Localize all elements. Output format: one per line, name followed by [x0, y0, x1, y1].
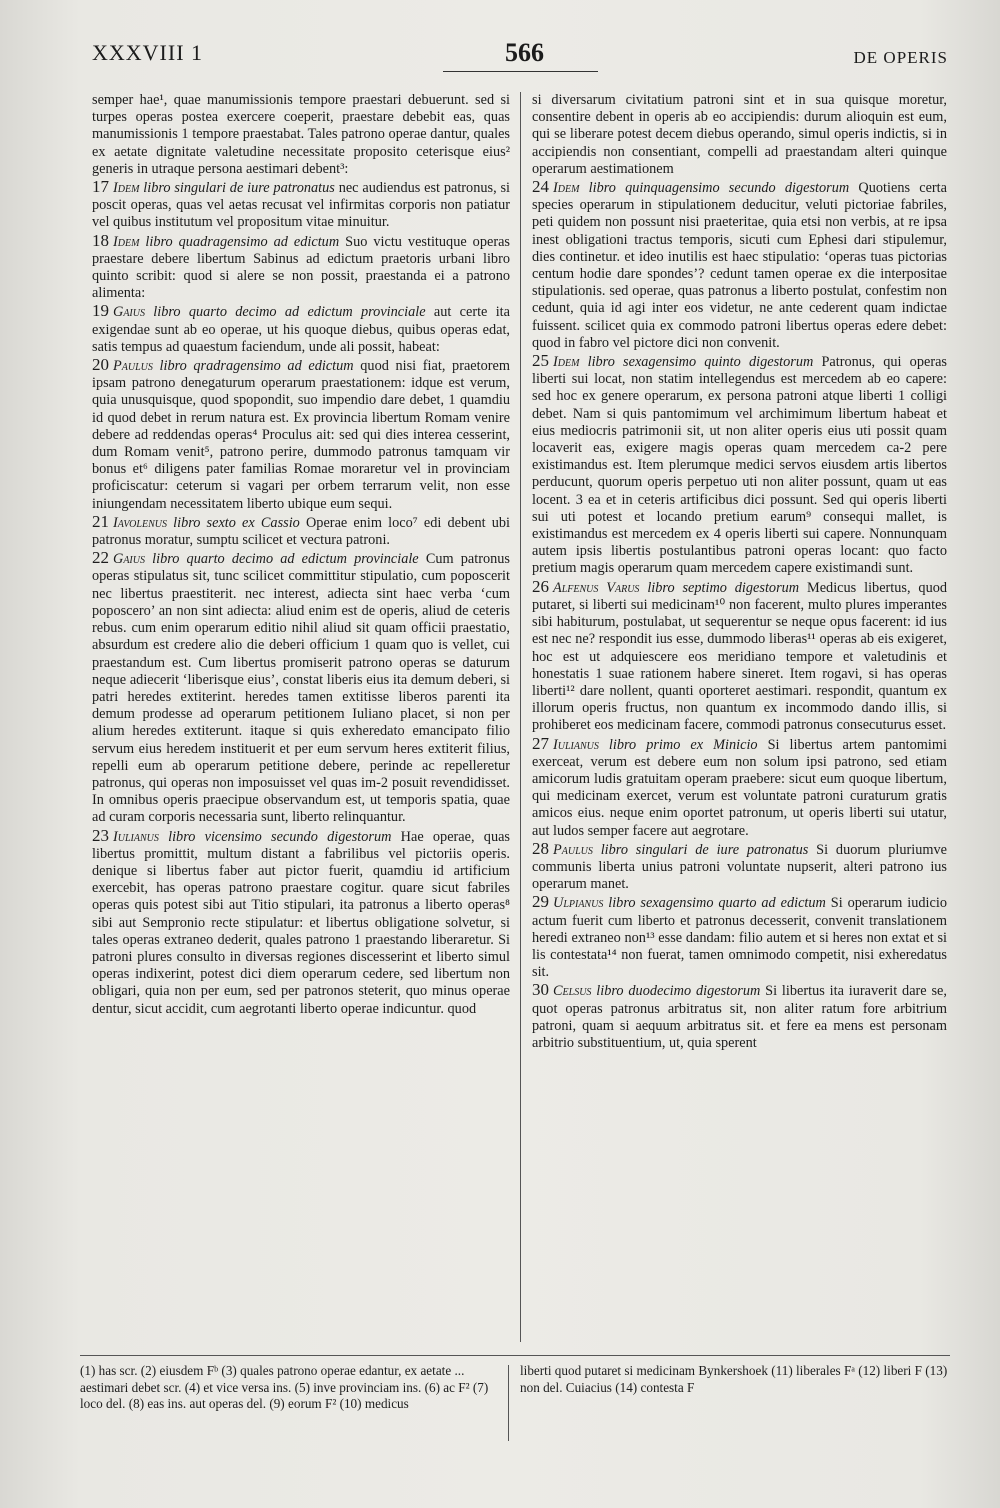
section-author: Idem: [553, 180, 580, 197]
section-number: 30: [532, 980, 549, 1000]
paragraph-text: Si operarum iudicio actum fuerit cum liberto et patronus decesserit, convenit translationem heredi extraneo non¹³ esse dandam: filio autem et si heres non extat et si lis contestata¹⁴ non fuerat, tamen omnimodo competit, nisi exheredatus sit.: [532, 895, 947, 981]
section-work: libro septimo digestorum: [647, 579, 800, 596]
paragraph-text: Operae enim loco⁷ edi debent ubi patronus moratur, sumptu scilicet et vectura patroni.: [92, 514, 511, 549]
paragraph-text: quod nisi fiat, praetorem ipsam patrono denegaturum operarum praestationem: idque est verum, quia unusquisque, quod spopondit, suo impendio dare debet, 1 quamdiu id quod debet in rerum natura est. Ex provincia libertum Romam venire debere ad reddendas operas⁴ Proculus ait: sed qui dies interea cesserint, dum Romam venit⁵, patrono perire, dummodo patronus tamquam vir bonus et⁶ diligens pater familias Romae moraretur vel in provinciam proficiscatur: ceterum si vagari per orbem terrarum velit, non esse iniungendam necessitatem liberto ubique eum sequi.: [92, 358, 510, 512]
header-title: DE OPERIS: [853, 48, 948, 67]
paragraph-text: Quotiens certa species operarum in stipulationem deducitur, veluti pictoriae fabriles, peti quidem non possunt nisi praeteritae, quia etsi non verbis, at re ipsa inest obligationi tractus temporis, sicuti cum Ephesi dari stipulemur, dies continetur. et ideo inutilis est haec stipulatio: ‘operas tuas pictorias centum hodie dare spondes’? cedunt tamen operae ex die interpositae stipulationis. sed operae, quas patronus a liberto postulat, confestim non cedunt, quia id agi inter eos videtur, ne ante cederent quam indictae fuissent. scilicet quia ex commodo patroni libertus operas edere debet: quod in fabro vel pictore dici non convenit.: [532, 180, 947, 351]
section-number: 23: [92, 825, 109, 845]
section-work: libro sexagensimo quarto ad edictum: [608, 895, 826, 912]
paragraph: [92, 513, 510, 549]
section-author: Idem: [553, 354, 580, 371]
paragraph-text: Si duorum pluriumve communis liberta unius patroni voluntate nupserit, alteri patrono ius operarum manet.: [532, 841, 947, 893]
footnotes-right: liberti quod putaret si medicinam Bynkershoek (11) liberales Fᵃ (12) liberi F (13) non del. Cuiacius (14) contesta F: [520, 1363, 948, 1395]
section-work: libro quinquagensimo secundo digestorum: [588, 180, 850, 197]
section-work: libro quarto decimo ad edictum provinciale: [152, 551, 419, 568]
section-author: Iavolenus: [113, 514, 167, 531]
section-work: libro quarto decimo ad edictum provinciale: [153, 304, 426, 321]
paragraph: [532, 840, 947, 894]
section-number: 29: [532, 892, 549, 912]
section-work: libro sexagensimo quinto digestorum: [587, 354, 814, 371]
footnotes: [80, 1363, 950, 1443]
paragraph-text: si diversarum civitatium patroni sint et in sua quisque moretur, consentire debent in operis ab eo accipiendis: durum alioquin est eum, qui se liberare potest decem diebus operando, simul operis indictis, si in accipiendis non consentiant, compelli ad praestandam alteri quinque operarum aestimationem: [532, 92, 947, 177]
paragraph: [92, 302, 510, 356]
paragraph: [532, 352, 947, 578]
paragraph-text: nec audiendus est patronus, si poscit operas, quas vel aetas recusat vel infirmitas corporis non patiatur vel quibus institutum vel propositum vitae minuitur.: [92, 180, 510, 231]
paragraph: [532, 178, 947, 352]
section-number: 19: [92, 301, 109, 321]
right-column: [532, 92, 947, 1052]
section-author: Gaius: [113, 304, 145, 321]
paragraph: [532, 893, 947, 981]
paragraph: [92, 549, 510, 826]
section-author: Paulus: [553, 841, 593, 858]
section-author: Idem: [113, 233, 140, 250]
paragraph-text: Medicus libertus, quod putaret, si liberti sui medicinam¹⁰ non facerent, multo plures imperantes sibi habiturum, postulabat, ut sequerentur se neque opus facerent: id ius est nec ne? respondit ius esse, dummodo liberas¹¹ operas ab eis exigeret, hoc est ut adquiescere eos meridiano tempore et valetudinis et honestatis 1 suae rationem habere sineret. Item rogavi, si has operas liberti¹² dare nollent, quanti oporteret aestimari. respondit, quantum ex illorum operis fructus, non quantum ex incommodo dando illis, si prohiberet eos medicinam facere, commodi patronus consecuturus esset.: [532, 579, 948, 734]
paragraph-text: Cum patronus operas stipulatus sit, tunc scilicet committitur stipulatio, cum poposcerit nec libertus praestiterit. nec interest, adiecta sint haec verba ‘cum poposcero’ an non sint adiecta: aliud enim est de operis, aliud de ceteris rebus. cum enim operarum editio nihil aliud sit quam officii praestatio, absurdum est credere alio die deberi officium 1 quam quo is vellet, cui praestandum est. Cum libertus promiserit patrono operas se daturum neque adiecerit ‘liberisque eius’, constat liberis eius ita demum deberi, si patri heredes extiterint. heredes tamen extitisse liberos parenti ita demum prodesse ad operarum petitionem Iuliano placet, si non per alium heredes extiterunt. itaque si quis exheredato emancipato filio servum eius heredem instituerit et per eum servum heres extiterit filius, repelli eum ab operarum petitione debere, perinde ac repelleretur patronus, qui operas non imposuisset vel quas im-2 posuit revendidisset. In omnibus operis praecipue observandum est, ut temporis spatia, quae ad curam corporis necessaria sunt, liberto relinquantur.: [92, 551, 510, 826]
paragraph: [532, 981, 947, 1052]
section-work: libro duodecimo digestorum: [596, 983, 761, 1000]
paragraph-text: semper hae¹, quae manumissionis tempore praestari debuerunt. sed si turpes operas postea exercere coeperit, praestare debebit eas, quas manumissionis 1 tempore praestabat. Tales patrono operae dantur, quales ex aetate dignitate valetudine necessitate proposito ceterisque eius² generis in utraque persona aestimari debent³:: [92, 92, 510, 177]
section-work: libro vicensimo secundo digestorum: [168, 828, 392, 845]
section-author: Iulianus: [553, 736, 599, 753]
section-author: Gaius: [113, 551, 145, 568]
section-author: Idem: [113, 180, 140, 197]
section-work: libro sexto ex Cassio: [173, 514, 300, 531]
section-work: libro quadragensimo ad edictum: [145, 233, 340, 250]
section-work: libro singulari de iure patronatus: [143, 180, 335, 197]
paragraph-text: aut certe ita exigendae sunt ab eo operae, ut his quoque diebus, quibus operas edat, satis tempus ad quaestum faciendum, unde ali possit, habeat:: [92, 304, 510, 355]
section-number: 18: [92, 230, 109, 250]
paragraph-text: Hae operae, quas libertus promittit, multum distant a fabrilibus vel pictoriis operis. denique si libertus faber aut pictor fuerit, quamdiu id artificium exercebit, has operas patrono praestare cogitur. quare sicut fabriles operas quis potest sibi aut Titio stipulari, ita patronus a liberto operas⁸ sibi aut Sempronio recte stipulatur: et libertus obligatione solvetur, si tales operas extraneo dederit, quales patrono 1 praestando liberaretur. Si patroni plures consulto in diversas regiones discesserint et liberto simul operas indixerint, potest dici diem operarum cedere, sed libertum non obligari, quia non per eum, sed per patronos steterit, quo minus operae dentur, sicut accidit, cum aegrotanti liberto operae indicuntur. quod: [92, 828, 510, 1017]
section-number: 26: [532, 576, 549, 596]
paragraph: [92, 356, 510, 513]
section-number: 21: [92, 511, 109, 531]
section-number: 25: [532, 351, 549, 371]
paragraph: [92, 92, 510, 178]
section-number: 17: [92, 177, 109, 197]
section-work: libro singulari de iure patronatus: [600, 841, 809, 858]
footnote-divider: [508, 1365, 509, 1441]
footnote-rule: [80, 1355, 950, 1356]
section-work: libro qradragensimo ad edictum: [159, 358, 354, 375]
section-number: 20: [92, 355, 109, 375]
section-author: Paulus: [113, 358, 153, 375]
section-author: Ulpianus: [553, 895, 604, 912]
paragraph-text: Suo victu vestituque operas praestare debere libertum Sabinus ad edictum praetoris urbani libro quinto scribit: quod si alere se non possit, praestanda ei a patrono alimenta:: [92, 233, 510, 302]
footnotes-left: (1) has scr. (2) eiusdem Fᵇ (3) quales patrono operae edantur, ex aetate ... aestimari debet scr. (4) et vice versa ins. (5) inve provinciam ins. (6) ac F² (7) loco del. (8) eas ins. aut operas del. (9) eorum F² (10) medicus: [80, 1363, 489, 1411]
paragraph-text: Patronus, qui operas liberti sui locat, non statim intellegendus est mercedem ab eo capere: sed hoc ex genere operarum, ex persona patroni atque liberti 1 colligi debet. Nam si quis pantomimum vel archimimum libertum habeat et eius mediocris patrimonii sit, ut non aliter operis eius uti possit quam locaverit eas, exigere magis operas quam mercedem ca-2 pere existimandus est. Item plerumque medici servos eiusdem artis libertos perducunt, quorum operis perpetuo uti non aliter possunt, quam ut eas locent. 3 ea et in ceteris artificibus dici possunt. Sed qui operis liberti sui uti potest et locando pretium earum⁹ consequi mallet, is existimandus est mercedem ex 4 operis liberti sui capere. Nonnunquam autem ipsis libertis postulantibus patroni operas locant: quo facto pretium magis operarum quam mercedem capere existimandi sunt.: [532, 354, 947, 577]
paragraph-text: Si libertus artem pantomimi exerceat, verum est debere eum non solum ipsi patrono, sed etiam amicorum ludis gratuitam operam praebere: sicut eum quoque libertum, qui medicinam exercet, verum est voluntate patroni curaturum gratis amicos eius. neque enim oportet patronum, ut operis liberti sui utatur, aut ludos semper facere aut aegrotare.: [532, 736, 947, 839]
section-author: Celsus: [553, 983, 592, 1000]
paragraph: [532, 578, 947, 735]
section-author: Alfenus Varus: [553, 579, 640, 596]
paragraph: [92, 178, 510, 232]
left-column: [92, 92, 510, 1018]
header-book-reference: XXXVIII 1: [92, 40, 204, 65]
page-number: 566: [505, 38, 544, 67]
paragraph-text: Si libertus ita iuraverit dare se, quot operas patronus arbitratus sit, non aliter ratum fore arbitrium patroni, quam si aequum arbitratus sit. et fere ea mens est personam arbitrio substituentium, ut, quia sperent: [532, 983, 947, 1051]
paragraph: [92, 232, 510, 303]
section-number: 28: [532, 838, 549, 858]
section-number: 27: [532, 733, 549, 753]
section-number: 22: [92, 548, 109, 568]
paragraph: [532, 735, 947, 840]
section-number: 24: [532, 177, 549, 197]
paragraph: [92, 827, 510, 1018]
section-author: Iulianus: [113, 828, 159, 845]
paragraph: [532, 92, 947, 178]
page-header: [0, 38, 1000, 78]
section-work: libro primo ex Minicio: [608, 736, 758, 753]
header-rule: [443, 71, 598, 72]
column-divider: [520, 92, 521, 1342]
